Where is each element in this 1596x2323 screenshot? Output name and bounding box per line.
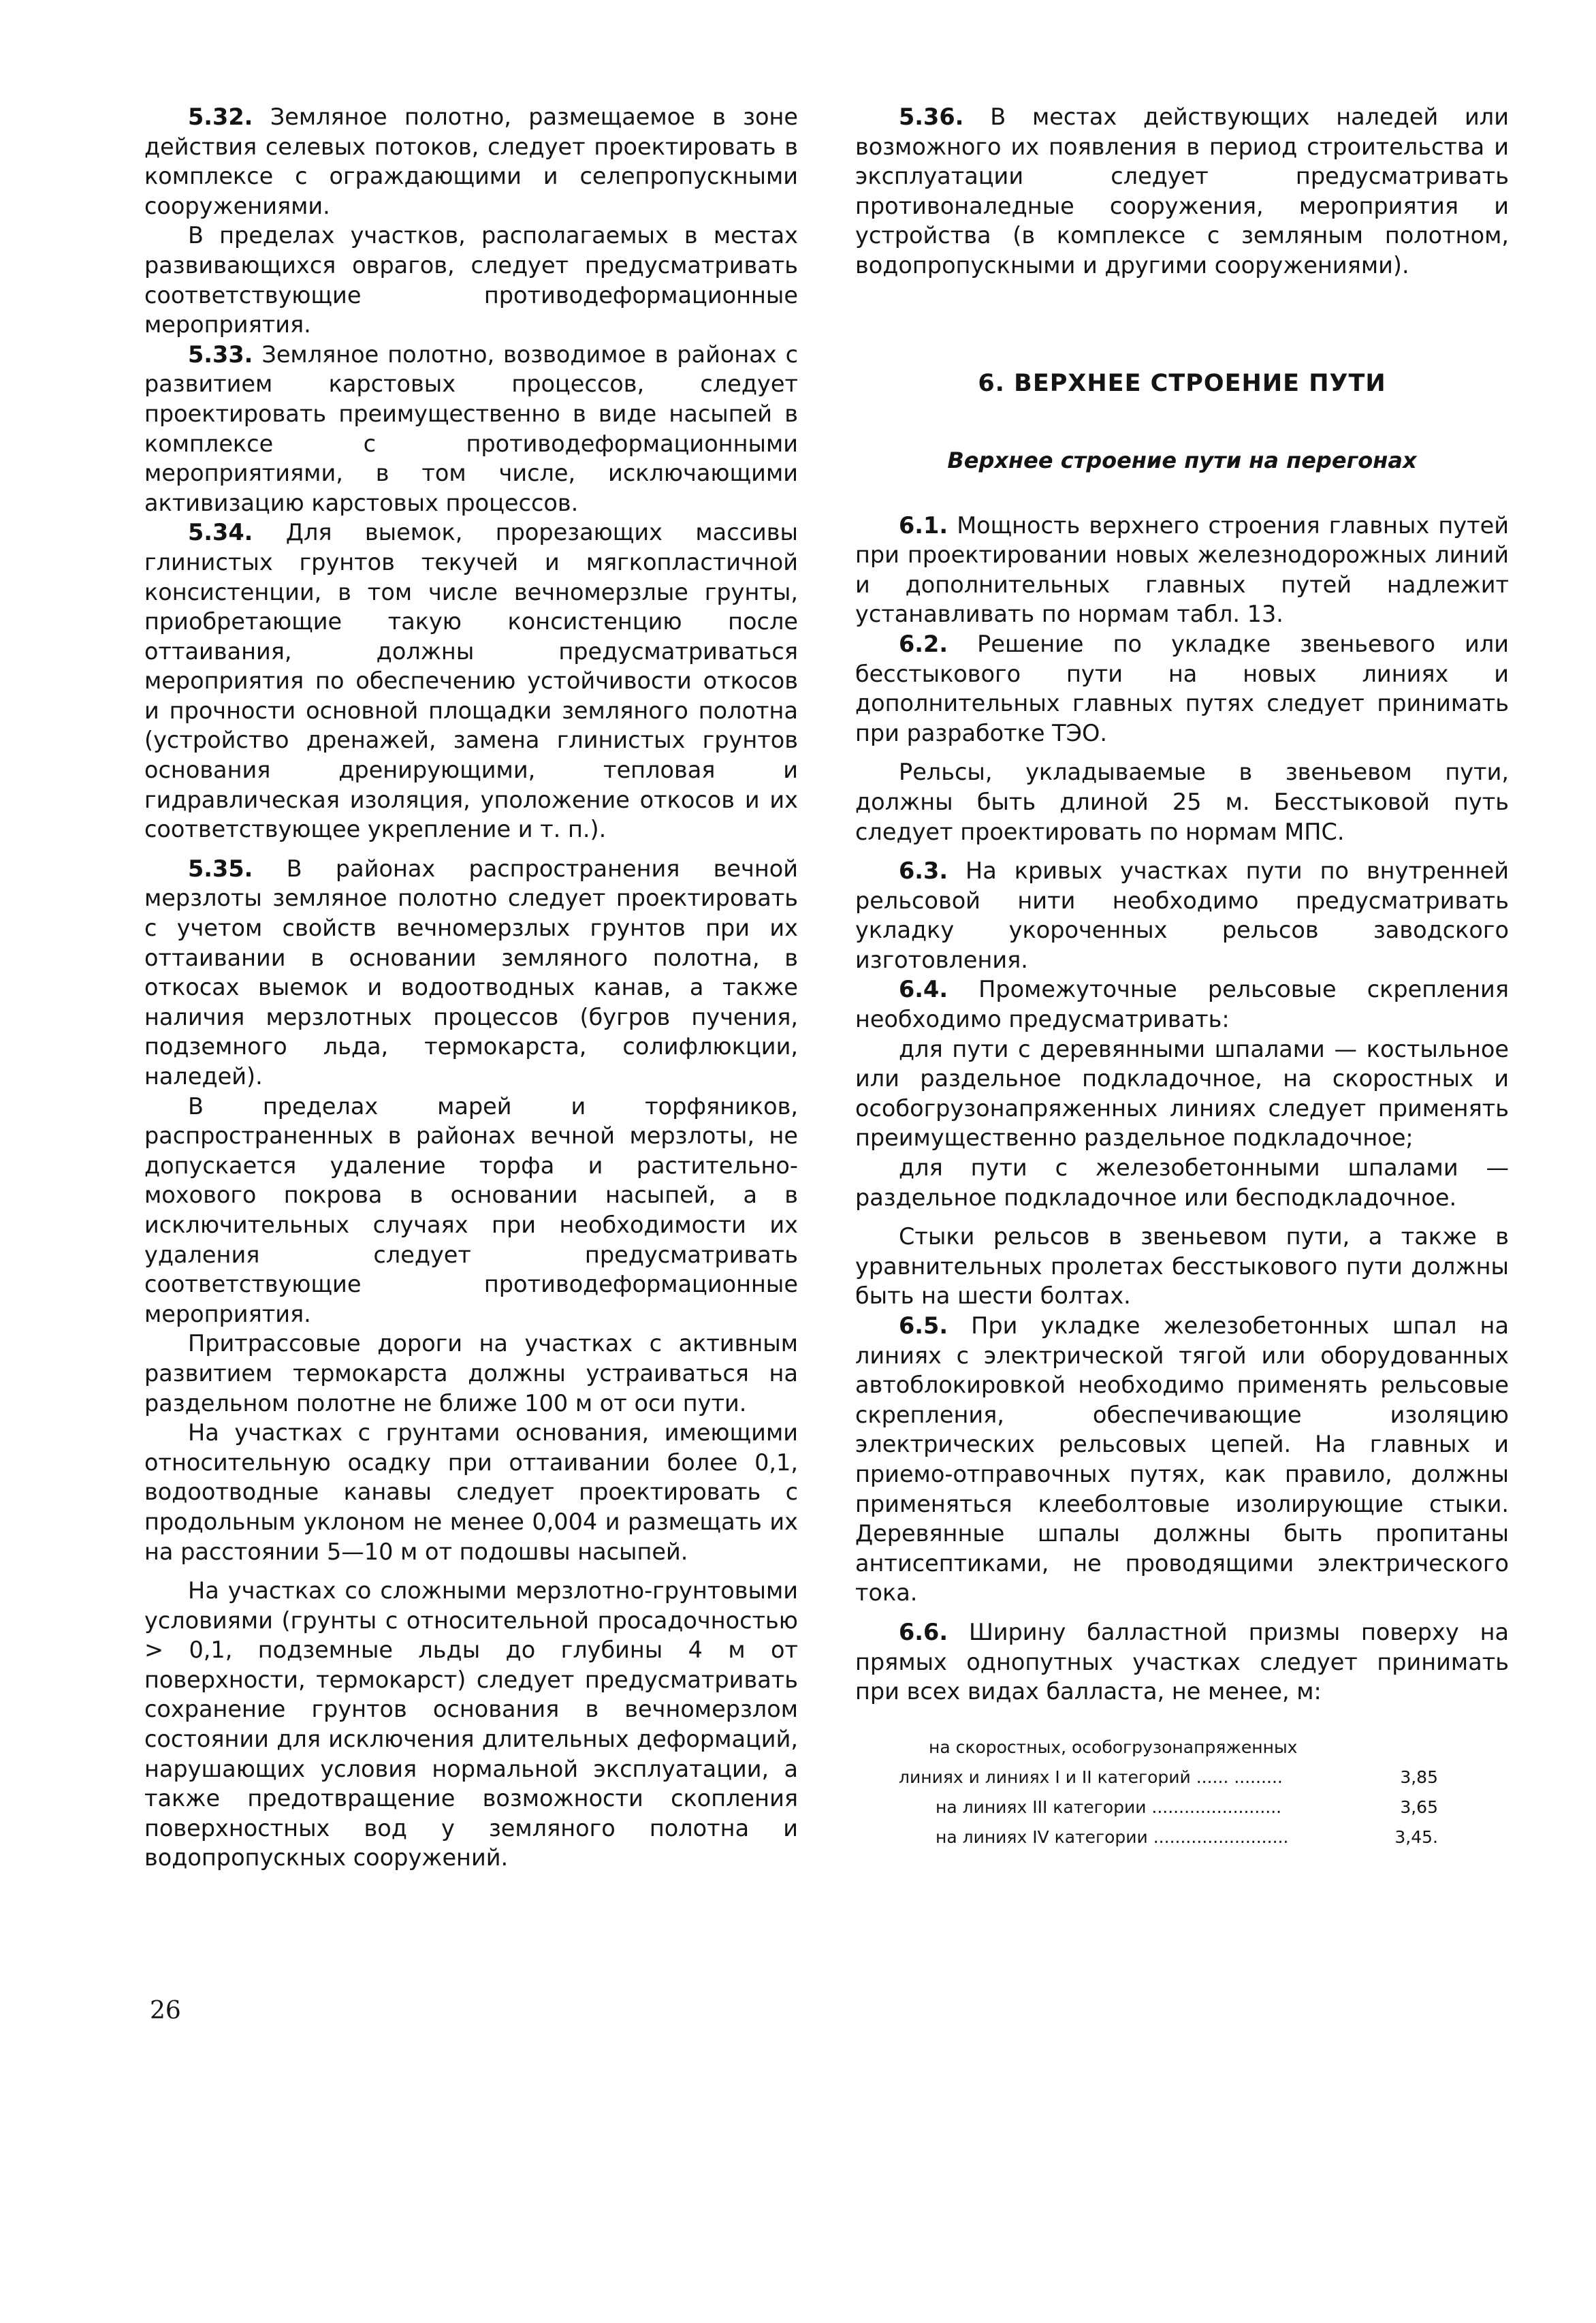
paragraph-text: При укладке железобетонных шпал на линиях с электрической тягой или оборудованных автоблокировкой необходимо применять рельсовые скрепления, обеспечивающие изоляцию электрических рельсовых цепей. На главных и приемо-отправочных путях, как правило, должны применяться клееболтовые изолирующие стыки. Деревянные шпалы должны быть пропитаны антисептиками, не проводящими электрического тока. [855, 1312, 1509, 1607]
clause-number: 6.1. [899, 511, 948, 539]
paragraph: Стыки рельсов в звеньевом пути, а также в уравнительных пролетах бесстыкового пути должны быть на шести болтах. [855, 1223, 1509, 1310]
right-column [855, 102, 1509, 1852]
list-item [855, 1763, 1509, 1792]
paragraph-5-35 [144, 854, 798, 1092]
paragraph-6-2 [855, 629, 1509, 748]
paragraph-text: На кривых участках пути по внутренней рельсовой нити необходимо предусматривать укладку укороченных рельсов заводского изготовления. [855, 857, 1509, 973]
paragraph: для пути с деревянными шпалами — костыльное или раздельное подкладочное, на скоростных и особогрузонапряженных линиях следует применять преимущественно раздельное подкладочное; [855, 1035, 1509, 1152]
list-item-label: на скоростных, особогрузонапряженных [929, 1737, 1298, 1757]
paragraph-6-3 [855, 856, 1509, 975]
paragraph-text: В местах действующих наледей или возможного их появления в период строительства и эксплуатации следует предусматривать противоналедные сооружения, мероприятия и устройства (в комплексе с земляным полотном, водопропускными и другими сооружениями). [855, 104, 1509, 279]
list-item-value: 3,85 [1400, 1767, 1438, 1787]
clause-number: 5.35. [188, 855, 253, 882]
ballast-width-list [855, 1733, 1509, 1852]
clause-number: 5.36. [899, 104, 964, 130]
paragraph-text: Для выемок, прорезающих массивы глинистых грунтов текучей и мягкопластичной консистенции, в том числе вечномерзлые грунты, приобретающие такую консистенцию после оттаивания, должны предусматриваться мероприятия по обеспечению устойчивости откосов и прочности основной площадки земляного полотна (устройство дренажей, замена глинистых грунтов основания дренирующими, тепловая и гидравлическая изоляция, уположение откосов и их соответствующее укрепление и т. п.). [144, 519, 798, 843]
clause-number: 6.3. [899, 857, 948, 885]
list-item-value: 3,45. [1394, 1827, 1438, 1847]
paragraph: для пути с железобетонными шпалами — раздельное подкладочное или бесподкладочное. [855, 1154, 1509, 1211]
clause-number: 6.6. [899, 1618, 948, 1645]
paragraph: Рельсы, укладываемые в звеньевом пути, должны быть длиной 25 м. Бесстыковой путь следует проектировать по нормам МПС. [855, 759, 1509, 845]
list-item-value: 3,65 [1400, 1797, 1438, 1817]
paragraph-text: В районах распространения вечной мерзлоты земляное полотно следует проектировать с учетом свойств вечномерзлых грунтов при их оттаивании в основании земляного полотна, в откосах выемок и водоотводных канав, а также наличия мерзлотных процессов (бугров пучения, подземного льда, термокарста, солифлюкции, наледей). [144, 855, 798, 1090]
paragraph-5-33 [144, 340, 798, 518]
paragraph-text: Мощность верхнего строения главных путей при проектировании новых железнодорожных линий и дополнительных главных путей надлежит устанавливать по нормам табл. 13. [855, 511, 1509, 628]
list-item [855, 1822, 1509, 1852]
paragraph-text: Земляное полотно, размещаемое в зоне действия селевых потоков, следует проектировать в комплексе с ограждающими и селепропускными сооружениями. [144, 104, 798, 219]
clause-number: 5.32. [188, 104, 253, 130]
clause-number: 6.5. [899, 1312, 948, 1339]
clause-number: 5.33. [188, 341, 253, 368]
clause-number: 6.4. [899, 976, 948, 1003]
list-item-label: на линиях III категории ........................ [936, 1797, 1282, 1817]
clause-number: 5.34. [188, 519, 253, 546]
paragraph-5-32 [144, 102, 798, 221]
clause-number: 6.2. [899, 630, 948, 657]
page-number: 26 [150, 1997, 181, 2025]
list-item-label: на линиях IV категории ......................... [936, 1827, 1289, 1847]
paragraph-text: Решение по укладке звеньевого или бесстыкового пути на новых линиях и дополнительных главных путях следует принимать при разработке ТЭО. [855, 630, 1509, 746]
paragraph: На участках со сложными мерзлотно-грунтовыми условиями (грунты с относительной просадочностью > 0,1, подземные льды до глубины 4 м от поверхности, термокарст) следует предусматривать сохранение грунтов основания в вечномерзлом состоянии для исключения длительных деформаций, нарушающих условия нормальной эксплуатации, а также предотвращение возможности скопления поверхностных вод у земляного полотна и водопропускных сооружений. [144, 1577, 798, 1871]
paragraph: На участках с грунтами основания, имеющими относительную осадку при оттаивании более 0,1, водоотводные канавы следует проектировать с продольным уклоном не менее 0,004 и размещать их на расстоянии 5—10 м от подошвы насыпей. [144, 1419, 798, 1565]
subsection-title: Верхнее строение пути на перегонах [947, 447, 1417, 473]
paragraph: В пределах участков, располагаемых в местах развивающихся оврагов, следует предусматривать соответствующие противодеформационные мероприятия. [144, 222, 798, 338]
list-item [855, 1792, 1509, 1822]
paragraph-6-1 [855, 511, 1509, 629]
paragraph-5-34 [144, 518, 798, 844]
paragraph-text: Ширину балластной призмы поверху на прямых однопутных участках следует принимать при всех видах балласта, не менее, м: [855, 1618, 1509, 1705]
paragraph: В пределах марей и торфяников, распространенных в районах вечной мерзлоты, не допускается удаление торфа и растительно-мохового покрова в основании насыпей, а в исключительных случаях при необходимости их удаления следует предусматривать соответствующие противодеформационные мероприятия. [144, 1092, 798, 1327]
paragraph-6-4 [855, 975, 1509, 1034]
paragraph-5-36 [855, 102, 1509, 281]
left-column [144, 102, 798, 1873]
paragraph: Притрассовые дороги на участках с активным развитием термокарста должны устраиваться на раздельном полотне не ближе 100 м от оси пути. [144, 1330, 798, 1417]
paragraph-text: Земляное полотно, возводимое в районах с развитием карстовых процессов, следует проектировать преимущественно в виде насыпей в комплексе с противодеформационными мероприятиями, в том числе, исключающими активизацию карстовых процессов. [144, 341, 798, 516]
section-title: 6. ВЕРХНЕЕ СТРОЕНИЕ ПУТИ [978, 369, 1386, 397]
list-item [855, 1733, 1509, 1763]
list-item-label: линиях и линиях I и II категорий ...... ......... [899, 1767, 1283, 1787]
paragraph-text: Промежуточные рельсовые скрепления необходимо предусматривать: [855, 976, 1509, 1033]
paragraph-6-5 [855, 1311, 1509, 1608]
paragraph-6-6 [855, 1617, 1509, 1707]
